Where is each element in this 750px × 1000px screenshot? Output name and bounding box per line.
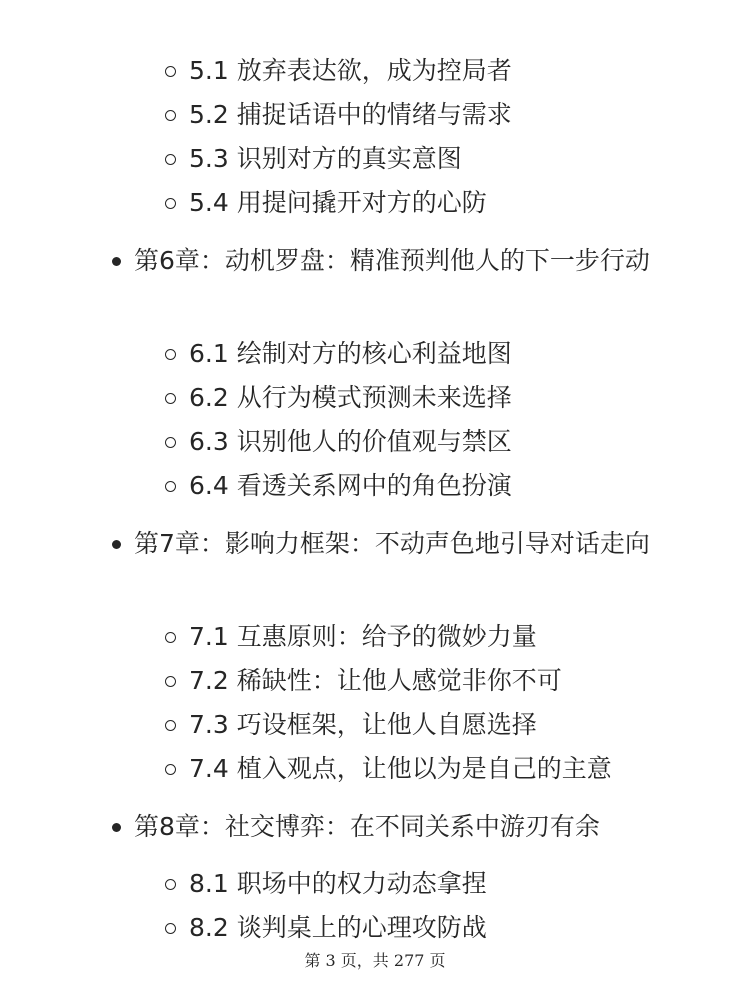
toc-chapter-7: 第7章：影响力框架：不动声色地引导对话走向 bbox=[134, 526, 679, 562]
toc-item-5-1: 5.1 放弃表达欲，成为控局者 bbox=[189, 54, 512, 88]
toc-chapter-8: 第8章：社交博弈：在不同关系中游刃有余 bbox=[134, 809, 679, 845]
toc-chapter-6: 第6章：动机罗盘：精准预判他人的下一步行动 bbox=[134, 243, 679, 279]
toc-item-7-1: 7.1 互惠原则：给予的微妙力量 bbox=[189, 620, 537, 654]
toc-item-8-1: 8.1 职场中的权力动态拿捏 bbox=[189, 867, 487, 901]
toc-item-8-2: 8.2 谈判桌上的心理攻防战 bbox=[189, 911, 487, 945]
toc-item-6-3: 6.3 识别他人的价值观与禁区 bbox=[189, 425, 512, 459]
toc-item-7-3: 7.3 巧设框架，让他人自愿选择 bbox=[189, 708, 537, 742]
page-number-footer: 第 3 页，共 277 页 bbox=[304, 951, 446, 970]
toc-item-7-4: 7.4 植入观点，让他以为是自己的主意 bbox=[189, 752, 612, 786]
toc-item-6-1: 6.1 绘制对方的核心利益地图 bbox=[189, 337, 512, 371]
toc-item-6-2: 6.2 从行为模式预测未来选择 bbox=[189, 381, 512, 415]
toc-item-5-4: 5.4 用提问撬开对方的心防 bbox=[189, 186, 487, 220]
toc-item-7-2: 7.2 稀缺性：让他人感觉非你不可 bbox=[189, 664, 562, 698]
toc-item-6-4: 6.4 看透关系网中的角色扮演 bbox=[189, 469, 512, 503]
toc-item-5-3: 5.3 识别对方的真实意图 bbox=[189, 142, 462, 176]
toc-item-5-2: 5.2 捕捉话语中的情绪与需求 bbox=[189, 98, 512, 132]
